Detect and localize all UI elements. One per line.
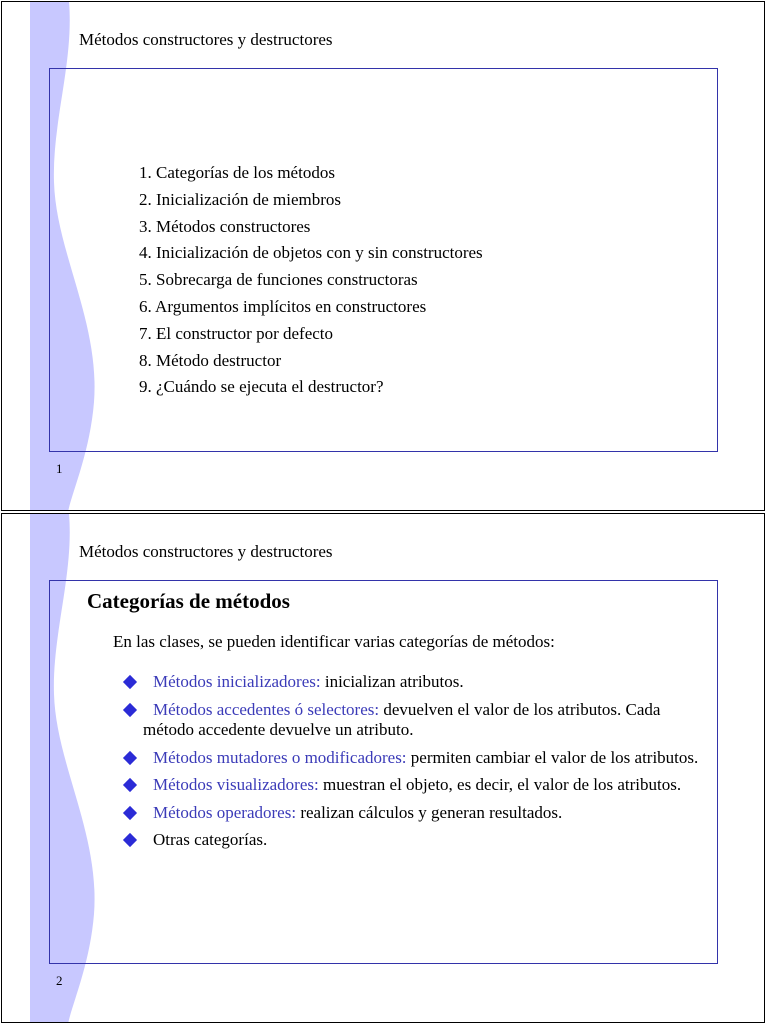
bullet-item <box>123 775 703 796</box>
page-number: 2 <box>56 973 63 988</box>
slide-header: Métodos constructores y destructores <box>79 542 333 561</box>
table-of-contents <box>139 160 483 401</box>
slide-2 <box>1 513 765 1023</box>
toc-item: 5. Sobrecarga de funciones constructoras <box>139 270 418 290</box>
bullet-desc: permiten cambiar el valor de los atributos. <box>410 747 699 767</box>
page-number: 1 <box>56 461 63 476</box>
diamond-bullet-icon <box>123 805 137 819</box>
slide-1 <box>1 1 765 511</box>
slide-intro: En las clases, se pueden identificar varias categorías de métodos: <box>113 632 555 651</box>
bullet-item <box>123 672 703 693</box>
diamond-bullet-icon <box>123 833 137 847</box>
toc-item: 9. ¿Cuándo se ejecuta el destructor? <box>139 377 384 397</box>
bullet-term <box>143 830 153 849</box>
bullet-item <box>123 700 703 741</box>
bullet-term: Métodos mutadores o modificadores: <box>153 747 407 767</box>
toc-item: 8. Método destructor <box>139 350 282 370</box>
bullet-desc: realizan cálculos y generan resultados. <box>300 802 563 822</box>
bullet-item <box>123 748 703 769</box>
bullet-desc: muestran el objeto, es decir, el valor de los atributos. <box>322 775 682 794</box>
toc-item: 4. Inicialización de objetos con y sin constructores <box>139 243 483 263</box>
bullet-desc: devuelven el valor de los atributos. Cada método accedente devuelve un atributo. <box>143 699 661 739</box>
bullet-desc: Otras categorías. <box>153 830 268 849</box>
bullet-desc: inicializan atributos. <box>324 672 464 691</box>
toc-item: 2. Inicialización de miembros <box>139 189 342 209</box>
diamond-bullet-icon <box>123 778 137 792</box>
toc-item: 7. El constructor por defecto <box>139 323 334 343</box>
toc-item: 6. Argumentos implícitos en constructores <box>139 296 427 316</box>
bullet-term: Métodos inicializadores: <box>153 672 321 691</box>
slide-title: Categorías de métodos <box>87 589 290 613</box>
bullet-list <box>123 672 703 858</box>
bullet-item <box>123 830 703 851</box>
bullet-term: Métodos accedentes ó selectores: <box>153 699 380 719</box>
toc-item: 1. Categorías de los métodos <box>139 163 335 182</box>
diamond-bullet-icon <box>123 675 137 689</box>
diamond-bullet-icon <box>123 702 137 716</box>
toc-item: 3. Métodos constructores <box>139 216 311 236</box>
bullet-item <box>123 803 703 824</box>
bullet-term: Métodos visualizadores: <box>153 775 319 794</box>
slide-header: Métodos constructores y destructores <box>79 30 333 49</box>
diamond-bullet-icon <box>123 750 137 764</box>
bullet-term: Métodos operadores: <box>153 802 297 822</box>
